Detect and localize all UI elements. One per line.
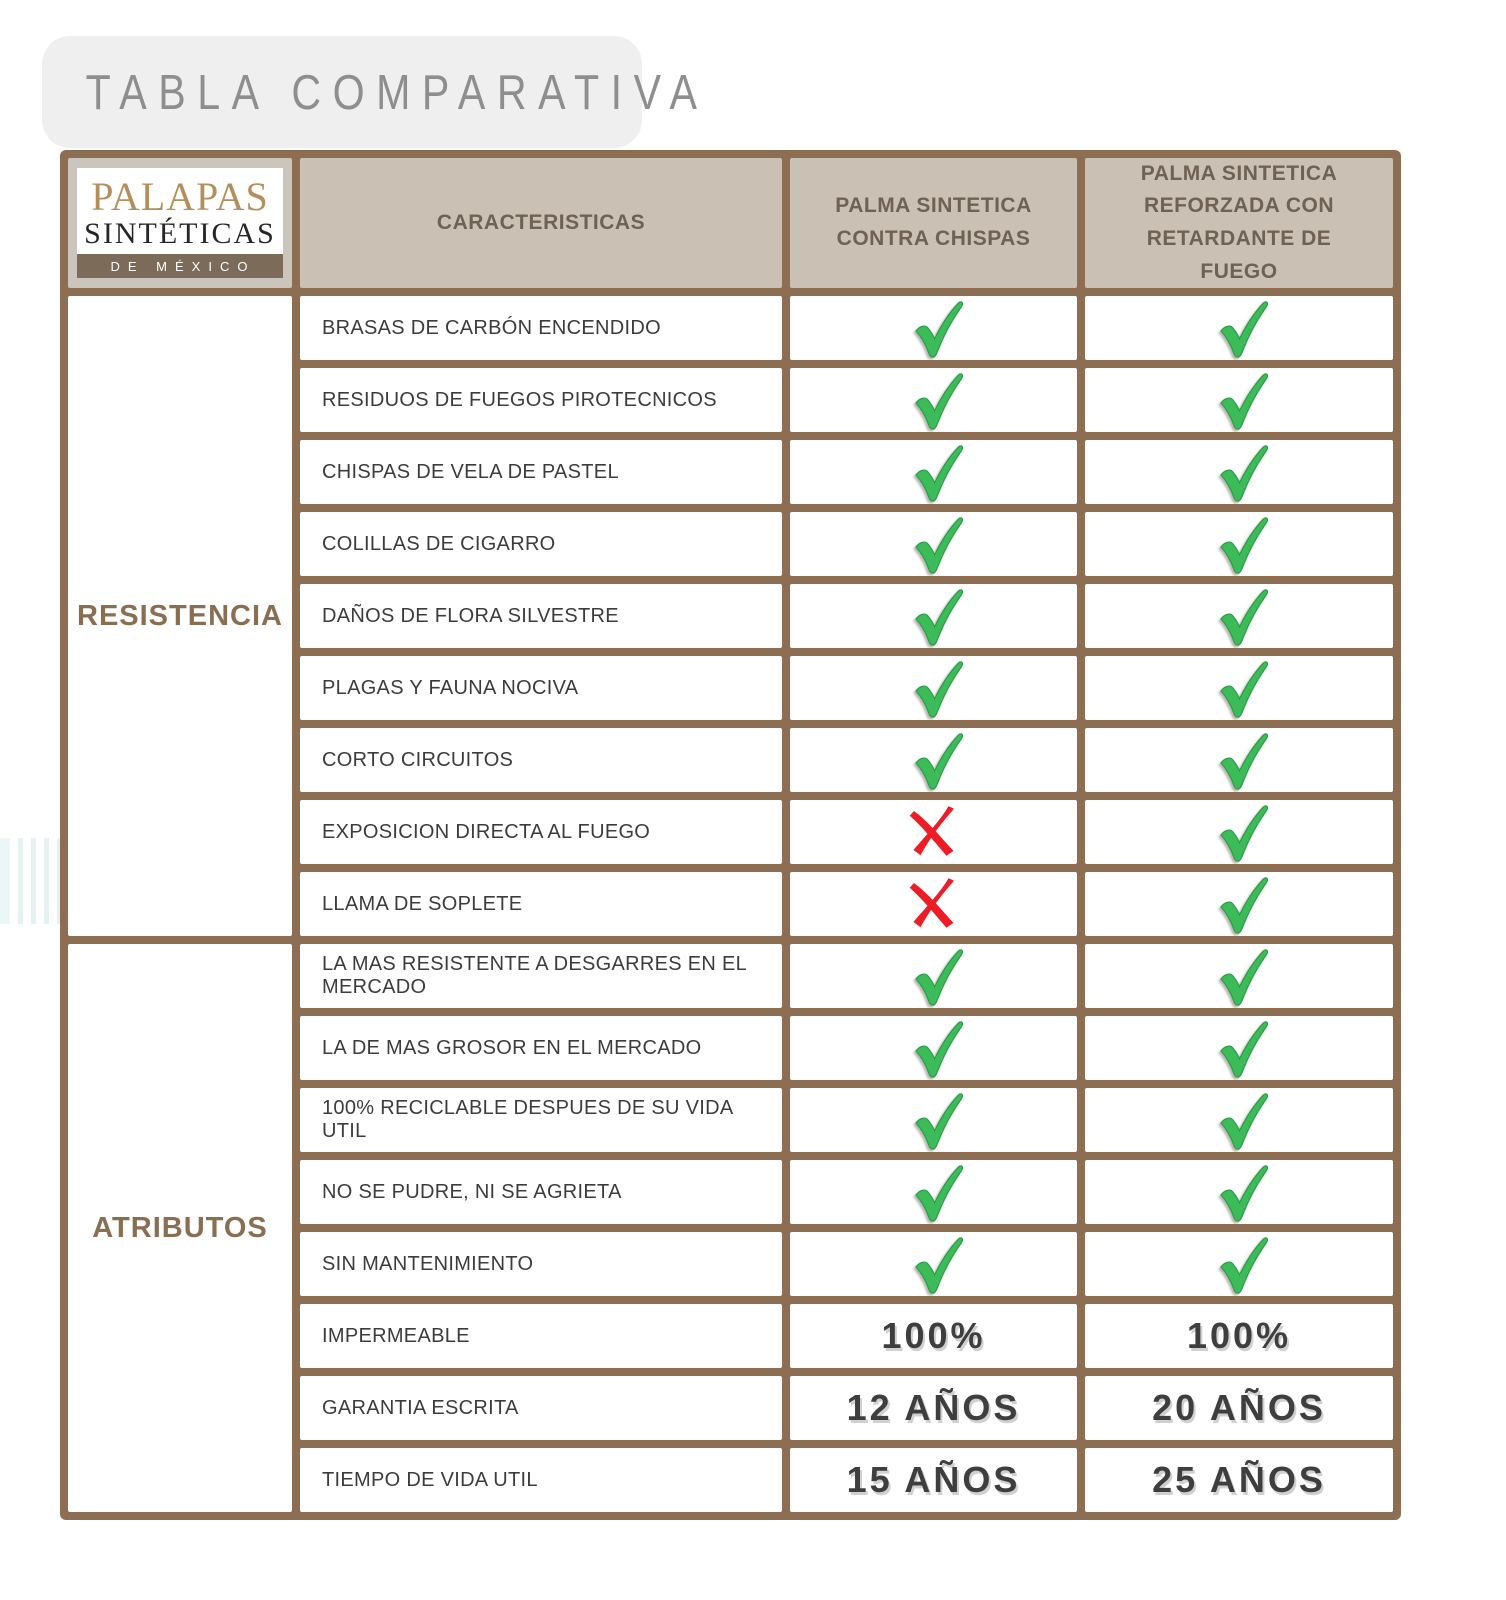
title-box xyxy=(42,36,709,148)
feature-cell: DAÑOS DE FLORA SILVESTRE xyxy=(300,584,782,648)
value-cell xyxy=(1085,800,1393,864)
check-icon xyxy=(904,370,964,430)
check-icon xyxy=(1209,586,1269,646)
logo-brand-bottom: DE MÉXICO xyxy=(77,254,283,278)
value-text: 12 AÑOS xyxy=(846,1387,1021,1428)
feature-cell: BRASAS DE CARBÓN ENCENDIDO xyxy=(300,296,782,360)
feature-cell: CHISPAS DE VELA DE PASTEL xyxy=(300,440,782,504)
check-icon xyxy=(1209,442,1269,502)
column-header-caracteristicas: CARACTERISTICAS xyxy=(300,158,782,288)
comparison-table xyxy=(60,150,1401,1520)
check-icon xyxy=(1209,730,1269,790)
section-label-resistencia xyxy=(68,296,292,936)
value-cell xyxy=(1085,1376,1393,1440)
feature-cell: EXPOSICION DIRECTA AL FUEGO xyxy=(300,800,782,864)
check-icon xyxy=(1209,1234,1269,1294)
feature-cell: LLAMA DE SOPLETE xyxy=(300,872,782,936)
check-icon xyxy=(1209,370,1269,430)
value-text: 100% xyxy=(1186,1315,1292,1356)
check-icon xyxy=(904,1234,964,1294)
value-cell xyxy=(790,1448,1077,1512)
feature-cell: 100% RECICLABLE DESPUES DE SU VIDA UTIL xyxy=(300,1088,782,1152)
check-icon xyxy=(1209,1162,1269,1222)
check-icon xyxy=(1209,802,1269,862)
value-cell xyxy=(1085,1160,1393,1224)
value-cell xyxy=(790,800,1077,864)
check-icon xyxy=(1209,514,1269,574)
cross-icon xyxy=(907,877,961,931)
value-text: 15 AÑOS xyxy=(846,1459,1021,1500)
value-cell xyxy=(1085,728,1393,792)
value-cell xyxy=(790,1304,1077,1368)
value-text: 20 AÑOS xyxy=(1152,1387,1326,1428)
value-cell xyxy=(790,944,1077,1008)
check-icon xyxy=(904,1018,964,1078)
column-header-palma-reforzada: PALMA SINTETICA REFORZADA CON RETARDANTE DE FUEGO xyxy=(1085,158,1393,288)
value-cell xyxy=(790,296,1077,360)
check-icon xyxy=(904,1162,964,1222)
value-cell xyxy=(790,1376,1077,1440)
check-icon xyxy=(904,730,964,790)
value-cell xyxy=(790,584,1077,648)
decorative-stripes xyxy=(0,838,62,924)
section-label-text: RESISTENCIA xyxy=(77,599,283,632)
feature-cell: PLAGAS Y FAUNA NOCIVA xyxy=(300,656,782,720)
value-cell xyxy=(1085,872,1393,936)
cross-icon xyxy=(907,805,961,859)
check-icon xyxy=(1209,874,1269,934)
value-cell xyxy=(1085,512,1393,576)
value-cell xyxy=(1085,296,1393,360)
check-icon xyxy=(904,946,964,1006)
logo-brand-top: PALAPAS xyxy=(91,174,269,219)
value-cell xyxy=(1085,1016,1393,1080)
value-cell xyxy=(790,728,1077,792)
value-cell xyxy=(790,1088,1077,1152)
check-icon xyxy=(1209,298,1269,358)
feature-cell: GARANTIA ESCRITA xyxy=(300,1376,782,1440)
check-icon xyxy=(904,442,964,502)
value-cell xyxy=(1085,584,1393,648)
logo xyxy=(68,158,292,288)
check-icon xyxy=(904,658,964,718)
value-cell xyxy=(790,656,1077,720)
value-cell xyxy=(1085,1448,1393,1512)
feature-cell: CORTO CIRCUITOS xyxy=(300,728,782,792)
value-cell xyxy=(1085,656,1393,720)
logo-brand-mid: SINTÉTICAS xyxy=(84,217,276,250)
value-cell xyxy=(1085,1304,1393,1368)
check-icon xyxy=(904,298,964,358)
feature-cell: RESIDUOS DE FUEGOS PIROTECNICOS xyxy=(300,368,782,432)
value-cell xyxy=(1085,944,1393,1008)
value-text: 100% xyxy=(881,1315,986,1356)
section-label-text: ATRIBUTOS xyxy=(92,1211,268,1244)
feature-cell: NO SE PUDRE, NI SE AGRIETA xyxy=(300,1160,782,1224)
value-cell xyxy=(1085,440,1393,504)
check-icon xyxy=(904,586,964,646)
value-cell xyxy=(1085,1232,1393,1296)
check-icon xyxy=(1209,946,1269,1006)
feature-cell: LA DE MAS GROSOR EN EL MERCADO xyxy=(300,1016,782,1080)
feature-cell: TIEMPO DE VIDA UTIL xyxy=(300,1448,782,1512)
value-cell xyxy=(790,440,1077,504)
check-icon xyxy=(904,1090,964,1150)
section-label-atributos xyxy=(68,944,292,1512)
value-cell xyxy=(790,1016,1077,1080)
feature-cell: SIN MANTENIMIENTO xyxy=(300,1232,782,1296)
feature-cell: COLILLAS DE CIGARRO xyxy=(300,512,782,576)
value-cell xyxy=(790,872,1077,936)
value-cell xyxy=(1085,368,1393,432)
check-icon xyxy=(1209,1090,1269,1150)
feature-cell: LA MAS RESISTENTE A DESGARRES EN EL MERCADO xyxy=(300,944,782,1008)
feature-cell: IMPERMEABLE xyxy=(300,1304,782,1368)
page-title: TABLA COMPARATIVA xyxy=(85,66,709,120)
value-cell xyxy=(1085,1088,1393,1152)
value-cell xyxy=(790,1160,1077,1224)
check-icon xyxy=(904,514,964,574)
value-cell xyxy=(790,512,1077,576)
check-icon xyxy=(1209,1018,1269,1078)
logo-box xyxy=(77,168,283,278)
column-header-palma-contra-chispas: PALMA SINTETICA CONTRA CHISPAS xyxy=(790,158,1077,288)
value-cell xyxy=(790,368,1077,432)
value-cell xyxy=(790,1232,1077,1296)
value-text: 25 AÑOS xyxy=(1152,1459,1326,1500)
check-icon xyxy=(1209,658,1269,718)
